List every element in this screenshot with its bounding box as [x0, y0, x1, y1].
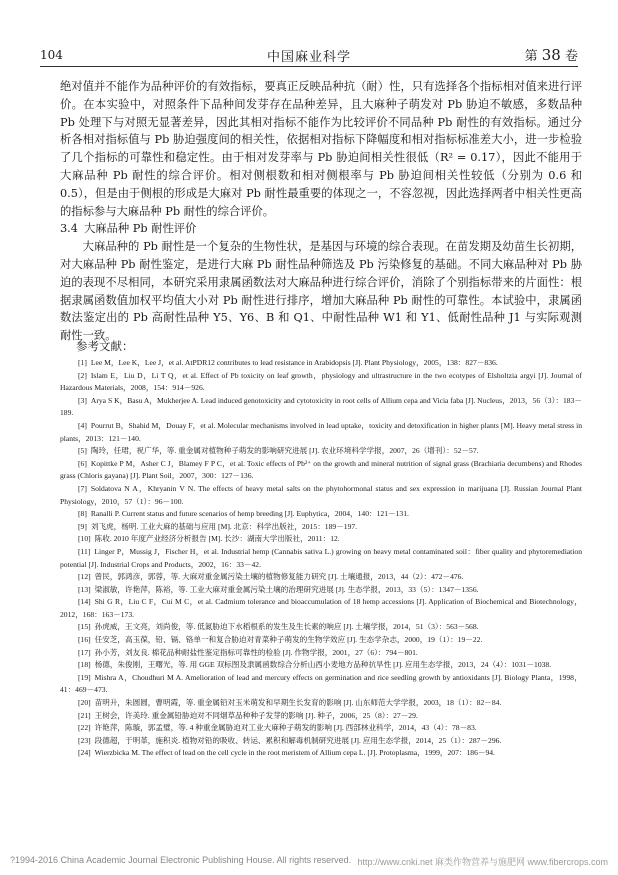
reference-text: Islam E，Liu D，Li T Q，et al. Effect of Pb toxicity on leaf growth，physiology and ultrastructure in the two ecotypes of Elsholtzia argyi [J]. Journal of Hazardous Materials，2008，154：914－926.	[60, 370, 582, 393]
reference-text: 刘飞虎，杨明. 工业大麻的基础与应用 [M]. 北京：科学出版社，2015：189－197.	[90, 521, 358, 531]
reference-item	[60, 483, 582, 508]
reference-number: [4]	[78, 420, 87, 430]
reference-number: [10]	[78, 534, 91, 544]
reference-item	[60, 710, 582, 723]
reference-text: Arya S K，Basu A，Mukherjee A. Lead induced genotoxicity and cytotoxicity in root cells of Allium cepa and Vicia faba [J]. Nucleus，2013，56（3）：183－189.	[60, 395, 582, 418]
reference-number: [15]	[78, 622, 91, 632]
reference-number: [3]	[78, 395, 87, 405]
reference-item	[60, 370, 582, 395]
reference-item	[60, 647, 582, 660]
reference-number: [19]	[78, 672, 91, 682]
reference-text: 陈收. 2010 年度产业经济分析报告 [M]. 长沙：湖南大学出版社，2011：12.	[94, 534, 340, 544]
reference-text: Linger P，Mussig J，Fischer H，et al. Industrial hemp (Cannabis sativa L.) growing on heavy metal contaminated soil：fiber quality and phytoremediation potential [J]. Industrial Crops and Products，2002，16：33－42.	[60, 546, 582, 569]
reference-text: 梁淑敏，许艳萍，陈裕，等. 工业大麻对重金属污染土壤的治理研究进展 [J]. 生态学报，2013，33（5）：1347－1356.	[94, 584, 479, 594]
reference-item	[60, 596, 582, 621]
reference-item	[60, 621, 582, 634]
volume-prefix: 第	[524, 49, 538, 64]
reference-number: [22]	[78, 723, 91, 733]
reference-text: Kopittke P M，Asher C J，Blamey F P C，et al. Toxic effects of Pb²⁺ on the growth and mineral nutrition of signal grass (Brachiaria decumbens) and Rhodes grass (Chloris gayana) [J]. Plant Soil，2007，300：127－136.	[60, 458, 582, 481]
journal-title: 中国麻业科学	[266, 50, 351, 65]
reference-item	[60, 571, 582, 584]
reference-text: Lee M，Lee K，Lee J，et al. AtPDR12 contributes to lead resistance in Arabidopsis [J]. Plant Physiology，2005，138：827－836.	[90, 358, 498, 367]
reference-number: [2]	[78, 370, 87, 380]
reference-item	[60, 533, 582, 546]
section-number: 3.4	[60, 222, 78, 236]
reference-text: 杨德，朱俊刚，王曙光，等. 用 GGE 双标图及隶属函数综合分析山西小麦地方品种抗旱性 [J]. 应用生态学报，2013，24（4）：1031－1038.	[94, 660, 552, 670]
reference-text: Pourrut B，Shahid M，Douay F，et al. Molecular mechanisms involved in lead uptake，toxicity and detoxification in higher plants [M]. Heavy metal stress in plants，2013：121－140.	[60, 420, 582, 443]
reference-number: [12]	[78, 572, 91, 582]
reference-item	[60, 697, 582, 710]
page-header	[40, 44, 578, 67]
paragraph-discussion: 绝对值并不能作为品种评价的有效指标，要真正反映品种抗（耐）性，只有选择各个指标相对值来进行评价。在本实验中，对照条件下品种间发芽存在品种差异，且大麻种子萌发对 Pb 胁迫不敏感，多数品种 Pb 处理下与对照无显著差异，因此其相对指标不能作为比较评价不同品种 Pb 耐性的有效指标。通过分析各相对指标值与 Pb 胁迫强度间的相关性，依据相对指标下降幅度和相对指标标准差大小，进一步检验了几个指标的可靠性和稳定性。由于相对发芽率与 Pb 胁迫间相关性很低（R² = 0.17），因此不能用于大麻品种 Pb 耐性的综合评价。相对侧根数和相对侧根率与 Pb 胁迫间相关性较低（分别为 0.6 和 0.5），但是由于侧根的形成是大麻对 Pb 耐性最重要的体现之一，不容忽视，因此选择两者中相关性更高的指标参与大麻品种 Pb 耐性的综合评价。	[60, 80, 582, 218]
reference-number: [14]	[78, 597, 91, 607]
reference-text: 陶玲，任珺，祝广华，等. 重金属对植物种子萌发的影响研究进展 [J]. 农业环境科学学报，2007，26（增刊）：52－57.	[90, 446, 479, 456]
reference-text: Wierzbicka M. The effect of lead on the cell cycle in the root meristem of Allium cepa L. [J]. Protoplasma，1999，207：186－94.	[94, 748, 495, 758]
reference-item	[60, 672, 582, 697]
reference-text: 苗明升，朱圆圆，曹明霞，等. 重金属铅对玉米萌发和早期生长发育的影响 [J]. 山东师范大学学报，2003，18（1）：82－84.	[94, 698, 502, 708]
reference-item	[60, 634, 582, 647]
reference-number: [17]	[78, 647, 91, 657]
reference-number: [5]	[78, 446, 87, 456]
reference-item	[60, 395, 582, 420]
page-number: 104	[40, 48, 63, 62]
reference-number: [1]	[78, 358, 87, 367]
section-heading	[60, 220, 582, 238]
reference-number: [6]	[78, 458, 87, 468]
reference-number: [16]	[78, 635, 91, 645]
reference-number: [20]	[78, 698, 91, 708]
reference-item	[60, 521, 582, 534]
reference-number: [13]	[78, 584, 91, 594]
reference-text: Ranalli P. Current status and future scenarios of hemp breeding [J]. Euphytica，2004，140：121－131.	[90, 509, 409, 519]
references-heading: 参考文献：	[76, 339, 134, 353]
reference-text: 孙小芳，刘友良. 棉花品种耐盐性鉴定指标可靠性的检验 [J]. 作物学报，2001，27（6）：794－801.	[94, 647, 418, 657]
reference-number: [9]	[78, 521, 87, 531]
reference-item	[60, 420, 582, 445]
reference-item	[60, 584, 582, 597]
reference-text: 曾民，郭鸿彦，郭蓉，等. 大麻对重金属污染土壤的植物修复能力研究 [J]. 土壤通报，2013，44（2）：472－476.	[94, 572, 464, 582]
reference-item	[60, 357, 582, 370]
reference-text: Soldatova N A，Khryanin V N. The effects of heavy metal salts on the phytohormonal status and sex expression in marijuana [J]. Russian Journal Plant Physiology，2010，57（1）：96－100.	[60, 483, 582, 506]
volume-number: 38	[541, 46, 561, 64]
reference-item	[60, 735, 582, 748]
reference-item	[60, 445, 582, 458]
reference-item	[60, 747, 582, 760]
reference-text: 许艳萍，陈璇，郭孟璧，等. 4 种重金属胁迫对工业大麻种子萌发的影响 [J]. 西部林业科学，2014，43（4）：78－83.	[94, 723, 477, 733]
references-list	[60, 357, 582, 760]
page-footer	[0, 855, 618, 869]
reference-number: [23]	[78, 735, 91, 745]
volume-suffix: 卷	[564, 49, 578, 64]
reference-item	[60, 659, 582, 672]
copyright-notice: ?1994-2016 China Academic Journal Electronic Publishing House. All rights reserved.	[10, 855, 352, 865]
reference-item	[60, 508, 582, 521]
reference-number: [18]	[78, 660, 91, 670]
reference-number: [11]	[78, 546, 91, 556]
reference-item	[60, 722, 582, 735]
reference-text: 王树会，许美玲. 重金属铅胁迫对不同烟草品种种子发芽的影响 [J]. 种子，2006，25（8）：27－29.	[94, 710, 418, 720]
reference-text: 任安芝，高玉葆，铅、镉、铬单一和复合胁迫对青菜种子萌发的生物学效应 [J]. 生态学杂志，2000，19（1）：19－22.	[94, 635, 483, 645]
section-title: 大麻品种 Pb 耐性评价	[83, 222, 197, 236]
body-text	[60, 78, 582, 345]
website-watermark: http://www.cnki.net 麻类作物营养与施肥网 www.fibercrops.com	[357, 857, 608, 867]
reference-text: 段德超，于明革，施积炎. 植物对铅的吸收、转运、累积和解毒机制研究进展 [J]. 应用生态学报，2014，25（1）：287－296.	[94, 735, 502, 745]
reference-number: [24]	[78, 748, 91, 758]
reference-text: 孙虎威，王文亮，刘尚俊，等. 低氮胁迫下水稻根系的发生及生长素的响应 [J]. 土壤学报，2014，51（3）：563－568.	[94, 622, 479, 632]
reference-text: Mishra A，Choudhuri M A. Amelioration of lead and mercury effects on germination and rice seedling growth by antioxidants [J]. Biology Planta，1998，41：469－473.	[60, 672, 582, 695]
reference-number: [21]	[78, 710, 91, 720]
reference-item	[60, 546, 582, 571]
paragraph-evaluation: 大麻品种的 Pb 耐性是一个复杂的生物性状，是基因与环境的综合表现。在苗发期及幼苗生长初期，对大麻品种 Pb 耐性鉴定，是进行大麻 Pb 耐性品种筛选及 Pb 污染修复的基础。不同大麻品种对 Pb 胁迫的表现不尽相同，本研究采用隶属函数法对大麻品种进行综合评价，消除了个别指标带来的片面性：根据隶属函数值加权平均值大小对 Pb 耐性进行排序，增加大麻品种 Pb 耐性的可靠性。本试验中，隶属函数法鉴定出的 Pb 高耐性品种 Y5、Y6、B 和 Q1、中耐性品种 W1 和 Y1、低耐性品种 J1 与实际观测耐性一致。	[60, 240, 582, 343]
reference-item	[60, 458, 582, 483]
reference-number: [7]	[78, 483, 87, 493]
reference-number: [8]	[78, 509, 87, 519]
volume-label	[525, 45, 578, 64]
reference-text: Shi G R，Liu C F，Cui M C，et al. Cadmium tolerance and bioaccumulation of 18 hemp accessions [J]. Application of Biochemical and Biotechnology，2012，168：163－173.	[60, 597, 582, 619]
